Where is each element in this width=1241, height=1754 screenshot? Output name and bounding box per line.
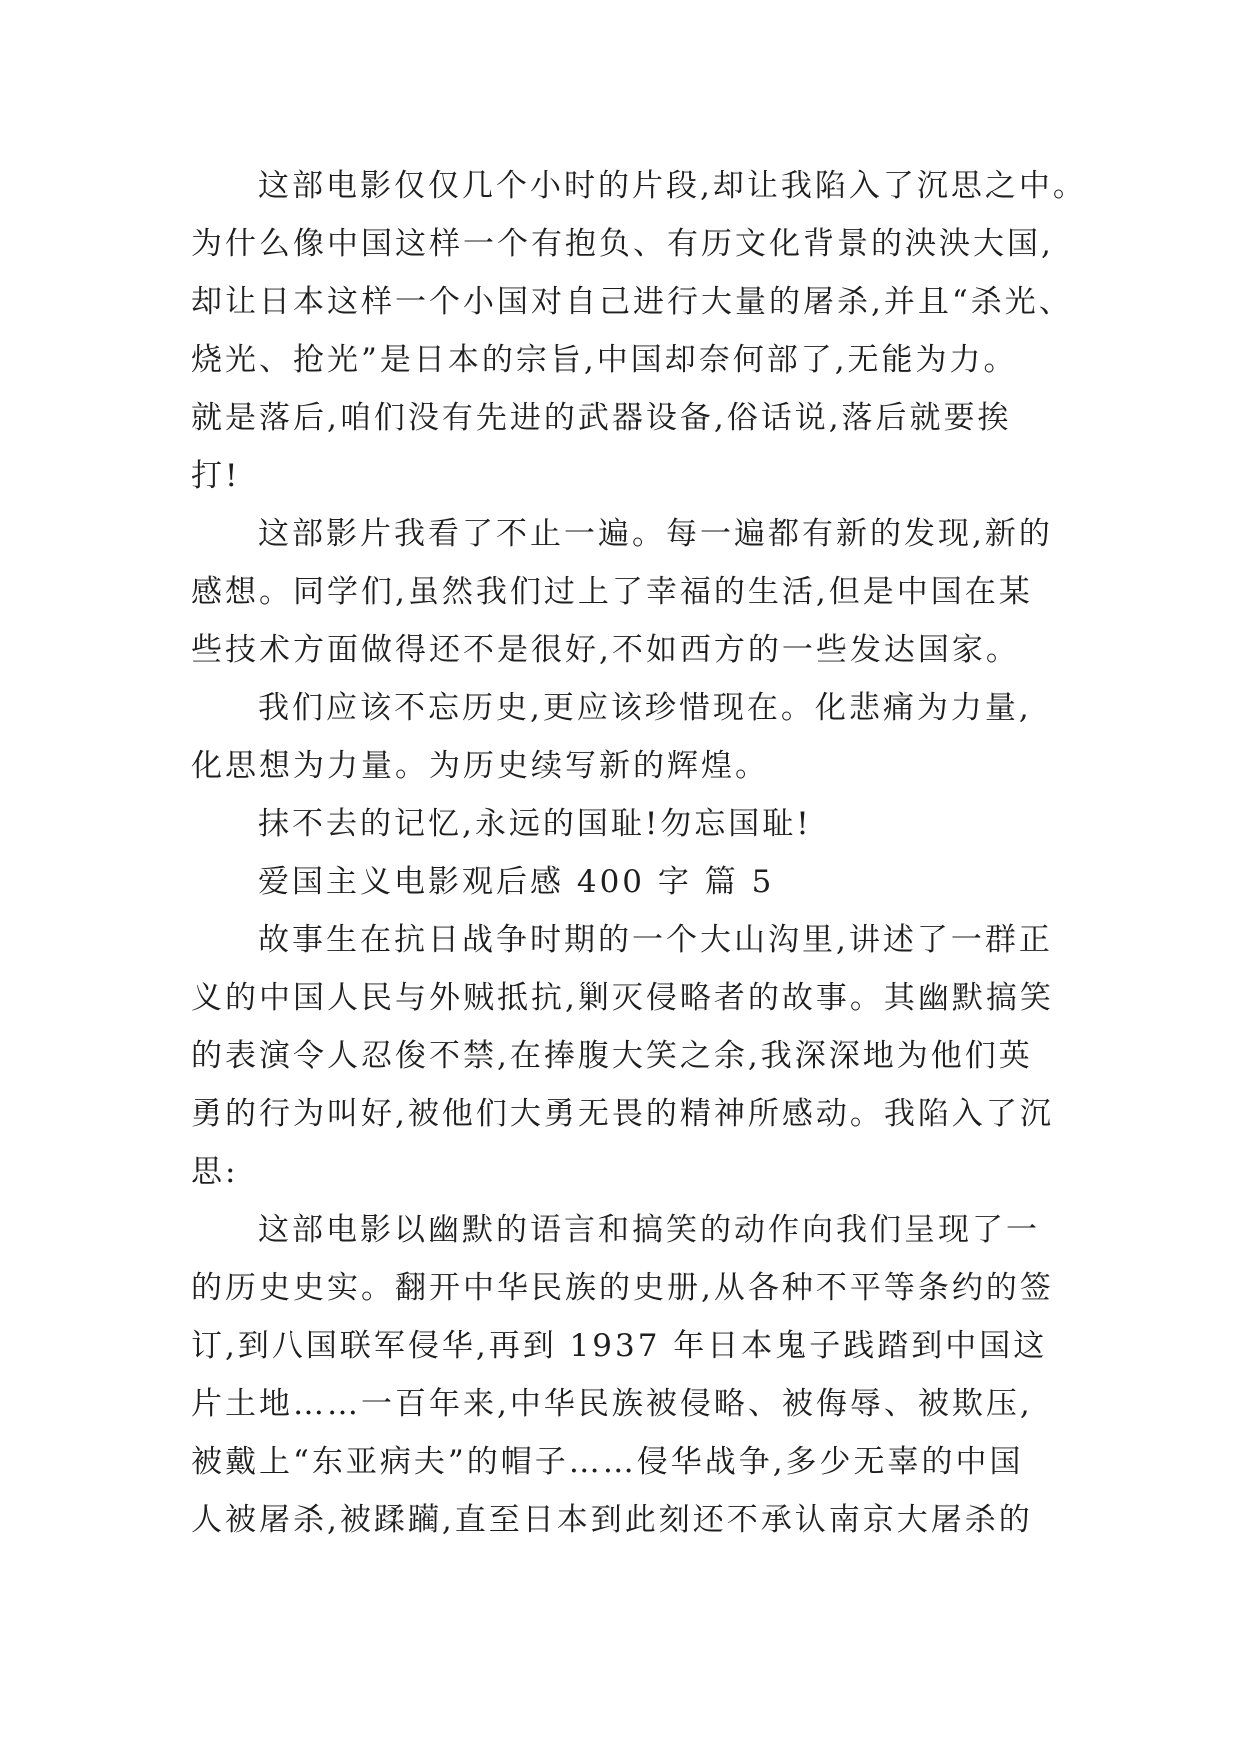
text-line: 片土地……一百年来,中华民族被侵略、被侮辱、被欺压, xyxy=(191,1386,1033,1422)
text-line: 人被屠杀,被蹂躏,直至日本到此刻还不承认南京大屠杀的 xyxy=(191,1502,1033,1538)
text-line: 却让日本这样一个小国对自己进行大量的屠杀,并且“杀光、 xyxy=(191,284,1073,320)
text-line: 这部电影以幽默的语言和搞笑的动作向我们呈现了一 xyxy=(258,1212,1040,1248)
text-line: 打! xyxy=(191,458,241,494)
text-line: 订,到八国联军侵华,再到 1937 年日本鬼子践踏到中国这 xyxy=(191,1328,1048,1364)
text-line: 我们应该不忘历史,更应该珍惜现在。化悲痛为力量, xyxy=(258,690,1032,726)
text-line: 就是落后,咱们没有先进的武器设备,俗话说,落后就要挨 xyxy=(191,400,1012,436)
text-line: 烧光、抢光”是日本的宗旨,中国却奈何部了,无能为力。 xyxy=(191,342,1018,378)
text-line: 故事生在抗日战争时期的一个大山沟里,讲述了一群正 xyxy=(258,922,1053,958)
text-line: 化思想为力量。为历史续写新的辉煌。 xyxy=(191,748,769,784)
text-line: 这部电影仅仅几个小时的片段,却让我陷入了沉思之中。 xyxy=(258,168,1087,204)
text-line: 这部影片我看了不止一遍。每一遍都有新的发现,新的 xyxy=(258,516,1053,552)
text-line: 些技术方面做得还不是很好,不如西方的一些发达国家。 xyxy=(191,632,1020,668)
section-heading: 爱国主义电影观后感 400 字 篇 5 xyxy=(258,864,775,900)
text-line: 思: xyxy=(191,1154,239,1190)
text-line: 为什么像中国这样一个有抱负、有历文化背景的泱泱大国, xyxy=(191,226,1054,262)
text-line: 义的中国人民与外贼抵抗,剿灭侵略者的故事。其幽默搞笑 xyxy=(191,980,1054,1016)
text-line: 抹不去的记忆,永远的国耻!勿忘国耻! xyxy=(258,806,812,842)
text-line: 的历史史实。翻开中华民族的史册,从各种不平等条约的签 xyxy=(191,1270,1054,1306)
text-line: 被戴上“东亚病夫”的帽子……侵华战争,多少无辜的中国 xyxy=(191,1444,1024,1480)
text-line: 勇的行为叫好,被他们大勇无畏的精神所感动。我陷入了沉 xyxy=(191,1096,1054,1132)
text-line: 的表演令人忍俊不禁,在捧腹大笑之余,我深深地为他们英 xyxy=(191,1038,1033,1074)
text-line: 感想。同学们,虽然我们过上了幸福的生活,但是中国在某 xyxy=(191,574,1033,610)
